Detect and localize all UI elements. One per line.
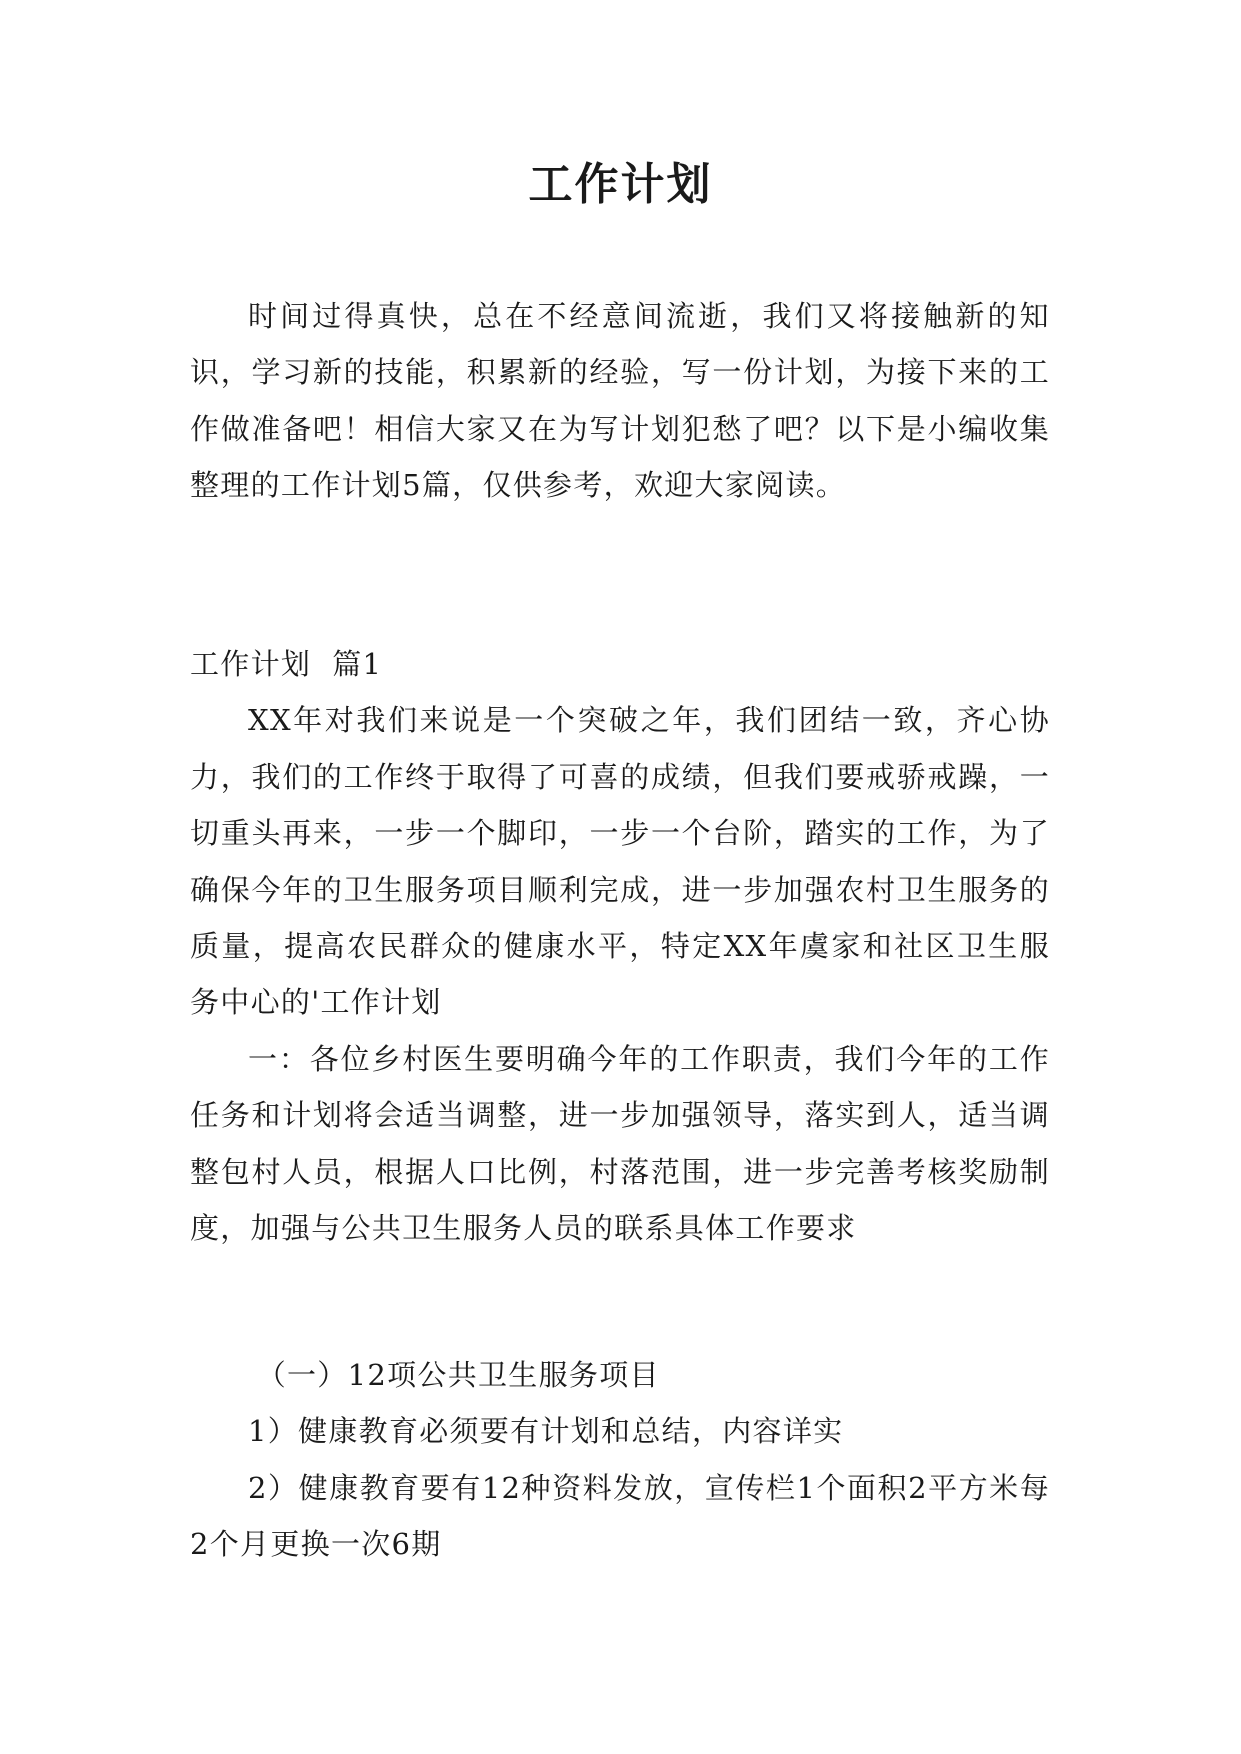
section-heading: 工作计划 篇1	[190, 647, 383, 681]
document-title: 工作计划	[528, 159, 713, 210]
body-paragraph-1: XX年对我们来说是一个突破之年，我们团结一致，齐心协力，我们的工作终于取得了可喜的成绩，但我们要戒骄戒躁，一切重头再来，一步一个脚印，一步一个台阶，踏实的工作，为了确保今年的卫生服务项目顺利完成，进一步加强农村卫生服务的质量，提高农民群众的健康水平，特定XX年虞家和社区卫生服务中心的'工作计划	[190, 703, 1050, 1020]
list-item-1: 1）健康教育必须要有计划和总结，内容详实	[248, 1414, 844, 1449]
items-block	[190, 1347, 1050, 1573]
subheading: （一）12项公共卫生服务项目	[256, 1358, 660, 1392]
intro-block	[190, 288, 1050, 514]
intro-paragraph: 时间过得真快，总在不经意间流逝，我们又将接触新的知识，学习新的技能，积累新的经验，写一份计划，为接下来的工作做准备吧！相信大家又在为写计划犯愁了吧？以下是小编收集整理的工作计划5篇，仅供参考，欢迎大家阅读。	[190, 299, 1050, 503]
section-block	[190, 636, 1050, 1256]
list-item-2: 2）健康教育要有12种资料发放，宣传栏1个面积2平方米每2个月更换一次6期	[190, 1470, 1050, 1562]
body-paragraph-2: 一：各位乡村医生要明确今年的工作职责，我们今年的工作任务和计划将会适当调整，进一步加强领导，落实到人，适当调整包村人员，根据人口比例，村落范围，进一步完善考核奖励制度，加强与公共卫生服务人员的联系具体工作要求	[190, 1041, 1050, 1246]
